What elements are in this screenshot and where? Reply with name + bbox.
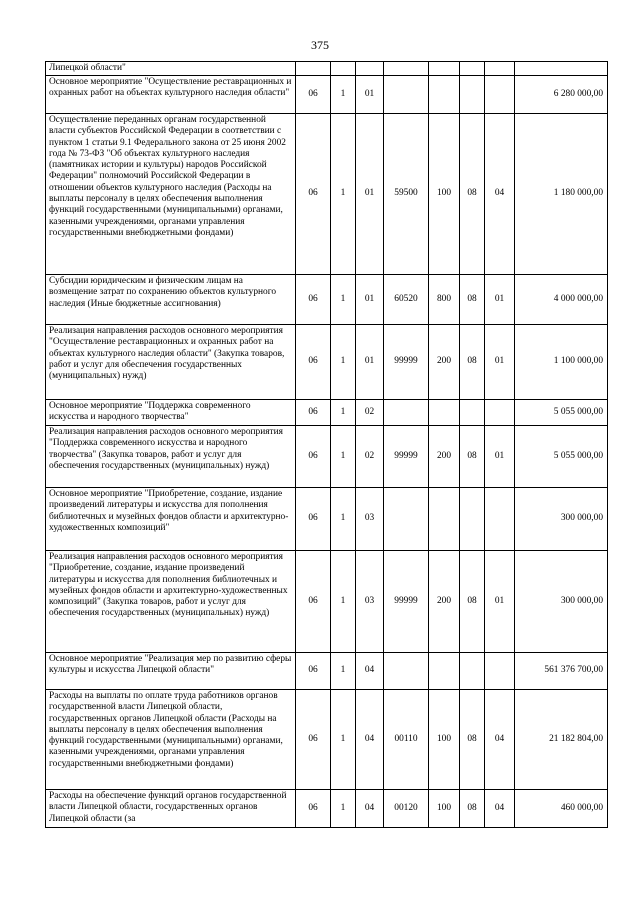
subprogram-code-cell: 04 bbox=[356, 690, 384, 790]
row-name-cell: Липецкой области" bbox=[46, 62, 296, 76]
amount-cell: 300 000,00 bbox=[515, 488, 608, 551]
amount-cell: 5 055 000,00 bbox=[515, 426, 608, 488]
subsection-cell: 01 bbox=[485, 551, 515, 653]
direction-code-cell: 99999 bbox=[384, 551, 429, 653]
subprogram-code-cell: 01 bbox=[356, 325, 384, 400]
section-cell: 08 bbox=[460, 551, 485, 653]
program-code-cell: 1 bbox=[331, 426, 356, 488]
row-name-cell: Реализация направления расходов основного мероприятия "Осуществление реставрационных и охранных работ на объектах культурного наследия области" (Закупка товаров, работ и услуг для обеспечения государственных (муниципальных) нужд) bbox=[46, 325, 296, 400]
direction-code-cell bbox=[384, 653, 429, 690]
section-cell bbox=[460, 653, 485, 690]
section-cell: 08 bbox=[460, 690, 485, 790]
table-row bbox=[46, 114, 608, 275]
amount-cell: 21 182 804,00 bbox=[515, 690, 608, 790]
ministry-code-cell: 06 bbox=[296, 653, 331, 690]
table-row bbox=[46, 790, 608, 828]
row-name-cell: Основное мероприятие "Приобретение, создание, издание произведений литературы и искусства для пополнения библиотечных и музейных фондов области и архитектурно-художественных композиций" bbox=[46, 488, 296, 551]
amount-cell: 5 055 000,00 bbox=[515, 400, 608, 426]
subprogram-code-cell: 03 bbox=[356, 551, 384, 653]
section-cell: 08 bbox=[460, 114, 485, 275]
row-name-cell: Реализация направления расходов основного мероприятия "Поддержка современного искусства и народного творчества" (Закупка товаров, работ и услуг для обеспечения государственных (муниципальных) нужд) bbox=[46, 426, 296, 488]
program-code-cell: 1 bbox=[331, 400, 356, 426]
table-row bbox=[46, 76, 608, 114]
section-cell bbox=[460, 76, 485, 114]
table-row bbox=[46, 690, 608, 790]
section-cell: 08 bbox=[460, 275, 485, 325]
program-code-cell: 1 bbox=[331, 690, 356, 790]
expense-type-cell: 800 bbox=[429, 275, 460, 325]
section-cell bbox=[460, 400, 485, 426]
direction-code-cell: 00110 bbox=[384, 690, 429, 790]
row-name-cell: Осуществление переданных органам государственной власти субъектов Российской Федерации в соответствии с пунктом 1 статьи 9.1 Федерального закона от 25 июня 2002 года № 73-ФЗ "Об объектах культурного наследия (памятниках истории и культуры) народов Российской Федерации" полномочий Российской Федерации в отношении объектов культурного наследия (Расходы на выплаты персоналу в целях обеспечения выполнения функций государственными (муниципальными) органами, казенными учреждениями, органами управления государственными внебюджетными фондами) bbox=[46, 114, 296, 275]
page-number: 375 bbox=[311, 38, 329, 52]
row-name-cell: Основное мероприятие "Реализация мер по развитию сферы культуры и искусства Липецкой области" bbox=[46, 653, 296, 690]
subprogram-code-cell: 03 bbox=[356, 488, 384, 551]
section-cell: 08 bbox=[460, 325, 485, 400]
section-cell bbox=[460, 488, 485, 551]
subprogram-code-cell: 01 bbox=[356, 76, 384, 114]
ministry-code-cell: 06 bbox=[296, 488, 331, 551]
expense-type-cell bbox=[429, 400, 460, 426]
direction-code-cell: 00120 bbox=[384, 790, 429, 828]
expense-type-cell: 100 bbox=[429, 790, 460, 828]
direction-code-cell bbox=[384, 76, 429, 114]
expense-type-cell: 200 bbox=[429, 426, 460, 488]
row-name-cell: Основное мероприятие "Поддержка современного искусства и народного творчества" bbox=[46, 400, 296, 426]
row-name-cell: Расходы на выплаты по оплате труда работников органов государственной власти Липецкой области, государственных органов Липецкой области (Расходы на выплаты персоналу в целях обеспечения выполнения функций государственными (муниципальными) органами, казенными учреждениями, органами управления государственными внебюджетными фондами) bbox=[46, 690, 296, 790]
table-row bbox=[46, 426, 608, 488]
row-name-cell: Основное мероприятие "Осуществление реставрационных и охранных работ на объектах культурного наследия области" bbox=[46, 76, 296, 114]
program-code-cell: 1 bbox=[331, 76, 356, 114]
direction-code-cell: 59500 bbox=[384, 114, 429, 275]
direction-code-cell bbox=[384, 400, 429, 426]
subprogram-code-cell: 04 bbox=[356, 653, 384, 690]
amount-cell bbox=[515, 62, 608, 76]
subsection-cell bbox=[485, 400, 515, 426]
subsection-cell: 04 bbox=[485, 114, 515, 275]
budget-table bbox=[45, 61, 608, 828]
amount-cell: 1 180 000,00 bbox=[515, 114, 608, 275]
ministry-code-cell: 06 bbox=[296, 114, 331, 275]
expense-type-cell: 100 bbox=[429, 690, 460, 790]
direction-code-cell: 60520 bbox=[384, 275, 429, 325]
ministry-code-cell: 06 bbox=[296, 551, 331, 653]
expense-type-cell bbox=[429, 488, 460, 551]
program-code-cell bbox=[331, 62, 356, 76]
section-cell: 08 bbox=[460, 426, 485, 488]
ministry-code-cell: 06 bbox=[296, 325, 331, 400]
table-row bbox=[46, 62, 608, 76]
ministry-code-cell bbox=[296, 62, 331, 76]
subsection-cell: 04 bbox=[485, 790, 515, 828]
amount-cell: 4 000 000,00 bbox=[515, 275, 608, 325]
subsection-cell bbox=[485, 62, 515, 76]
expense-type-cell: 200 bbox=[429, 551, 460, 653]
amount-cell: 6 280 000,00 bbox=[515, 76, 608, 114]
program-code-cell: 1 bbox=[331, 551, 356, 653]
program-code-cell: 1 bbox=[331, 790, 356, 828]
ministry-code-cell: 06 bbox=[296, 426, 331, 488]
expense-type-cell bbox=[429, 62, 460, 76]
amount-cell: 300 000,00 bbox=[515, 551, 608, 653]
expense-type-cell bbox=[429, 76, 460, 114]
program-code-cell: 1 bbox=[331, 325, 356, 400]
expense-type-cell: 100 bbox=[429, 114, 460, 275]
program-code-cell: 1 bbox=[331, 275, 356, 325]
table-row bbox=[46, 551, 608, 653]
amount-cell: 561 376 700,00 bbox=[515, 653, 608, 690]
direction-code-cell bbox=[384, 488, 429, 551]
amount-cell: 460 000,00 bbox=[515, 790, 608, 828]
row-name-cell: Расходы на обеспечение функций органов государственной власти Липецкой области, государственных органов Липецкой области (за bbox=[46, 790, 296, 828]
ministry-code-cell: 06 bbox=[296, 275, 331, 325]
subsection-cell: 01 bbox=[485, 275, 515, 325]
subprogram-code-cell: 01 bbox=[356, 114, 384, 275]
row-name-cell: Реализация направления расходов основного мероприятия "Приобретение, создание, издание произведений литературы и искусства для пополнения библиотечных и музейных фондов области и архитектурно-художественных композиций" (Закупка товаров, работ и услуг для обеспечения государственных (муниципальных) нужд) bbox=[46, 551, 296, 653]
program-code-cell: 1 bbox=[331, 488, 356, 551]
amount-cell: 1 100 000,00 bbox=[515, 325, 608, 400]
ministry-code-cell: 06 bbox=[296, 790, 331, 828]
program-code-cell: 1 bbox=[331, 114, 356, 275]
subprogram-code-cell: 02 bbox=[356, 426, 384, 488]
table-row bbox=[46, 653, 608, 690]
table-row bbox=[46, 325, 608, 400]
ministry-code-cell: 06 bbox=[296, 690, 331, 790]
ministry-code-cell: 06 bbox=[296, 400, 331, 426]
expense-type-cell bbox=[429, 653, 460, 690]
table-row bbox=[46, 275, 608, 325]
direction-code-cell: 99999 bbox=[384, 325, 429, 400]
subsection-cell bbox=[485, 76, 515, 114]
table-row bbox=[46, 488, 608, 551]
subsection-cell: 01 bbox=[485, 325, 515, 400]
section-cell bbox=[460, 62, 485, 76]
subprogram-code-cell bbox=[356, 62, 384, 76]
row-name-cell: Субсидии юридическим и физическим лицам на возмещение затрат по сохранению объектов культурного наследия (Иные бюджетные ассигнования) bbox=[46, 275, 296, 325]
table-body bbox=[46, 62, 608, 828]
direction-code-cell bbox=[384, 62, 429, 76]
expense-type-cell: 200 bbox=[429, 325, 460, 400]
subsection-cell: 01 bbox=[485, 426, 515, 488]
section-cell: 08 bbox=[460, 790, 485, 828]
table-row bbox=[46, 400, 608, 426]
direction-code-cell: 99999 bbox=[384, 426, 429, 488]
subsection-cell: 04 bbox=[485, 690, 515, 790]
ministry-code-cell: 06 bbox=[296, 76, 331, 114]
program-code-cell: 1 bbox=[331, 653, 356, 690]
subprogram-code-cell: 01 bbox=[356, 275, 384, 325]
subsection-cell bbox=[485, 488, 515, 551]
subprogram-code-cell: 02 bbox=[356, 400, 384, 426]
subsection-cell bbox=[485, 653, 515, 690]
subprogram-code-cell: 04 bbox=[356, 790, 384, 828]
